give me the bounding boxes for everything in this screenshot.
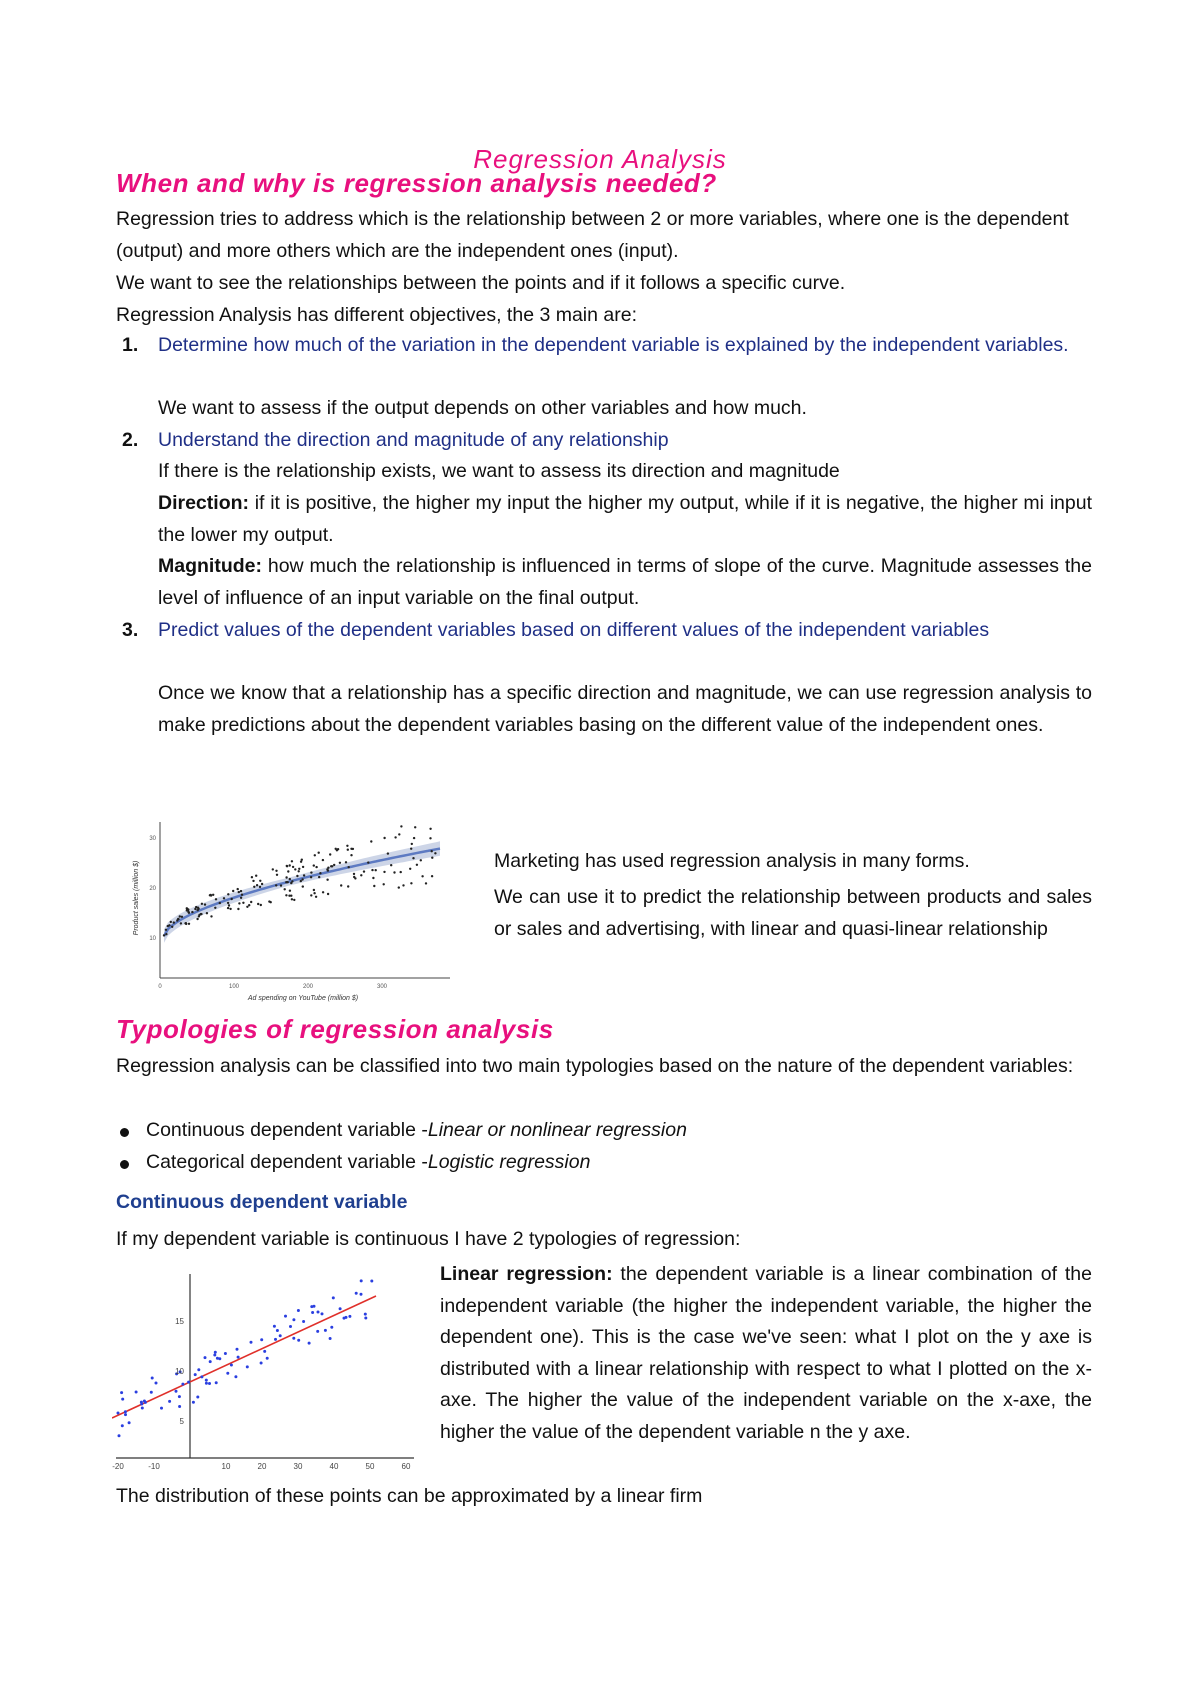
scatter-point: [209, 1360, 212, 1363]
scatter-point: [240, 890, 242, 892]
scatter-point: [308, 1342, 311, 1345]
scatter-point: [402, 884, 404, 886]
scatter-point: [227, 893, 229, 895]
scatter-point: [259, 880, 261, 882]
bullet-categorical-text: Categorical dependent variable -: [146, 1151, 428, 1173]
scatter-point: [248, 904, 250, 906]
bullet-dot: [120, 1128, 129, 1137]
scatter-point: [287, 870, 289, 872]
y-tick-label: 10: [175, 1367, 184, 1376]
scatter-point: [300, 861, 302, 863]
x-tick-label: 60: [401, 1462, 411, 1471]
scatter-point: [413, 837, 415, 839]
scatter-point: [313, 889, 315, 891]
scatter-point: [398, 886, 400, 888]
scatter-point: [332, 1296, 335, 1299]
scatter-point: [431, 857, 433, 859]
scatter-point: [327, 869, 329, 871]
scatter-point: [409, 868, 411, 870]
scatter-point: [276, 1329, 279, 1332]
scatter-point: [434, 852, 436, 854]
y-tick-label: 30: [149, 836, 156, 842]
scatter-point: [431, 875, 433, 877]
scatter-point: [160, 1407, 163, 1410]
scatter-point: [343, 1317, 346, 1320]
direction-text: if it is positive, the higher my input the higher my output, while if it is negative, the higher mi input the lower my output.: [158, 492, 1092, 546]
scatter-point: [275, 884, 277, 886]
scatter-point: [311, 1311, 314, 1314]
scatter-point: [191, 911, 193, 913]
scatter-point: [263, 1350, 266, 1353]
scatter-point: [177, 918, 179, 920]
scatter-point: [272, 868, 274, 870]
x-tick-label: 40: [329, 1462, 339, 1471]
scatter-point: [285, 876, 287, 878]
scatter-point: [170, 921, 172, 923]
marketing-paragraph-1: Marketing has used regression analysis in many forms.: [494, 850, 970, 872]
scatter-point: [350, 854, 352, 856]
scatter-point: [314, 854, 316, 856]
objective-2-body: If there is the relationship exists, we want to assess its direction and magnitude: [158, 460, 840, 482]
scatter-point: [165, 929, 167, 931]
scatter-point: [253, 886, 255, 888]
objective-1-title: Determine how much of the variation in the dependent variable is explained by the independent variables.: [158, 334, 1069, 356]
scatter-point: [240, 897, 242, 899]
scatter-point: [175, 1390, 178, 1393]
scatter-point: [227, 907, 229, 909]
scatter-point: [250, 1341, 253, 1344]
scatter-point: [329, 1337, 332, 1340]
scatter-point: [355, 1292, 358, 1295]
scatter-point: [181, 916, 183, 918]
scatter-point: [318, 852, 320, 854]
linear-regression-paragraph: [440, 1259, 1092, 1448]
scatter-point: [289, 890, 291, 892]
scatter-point: [400, 871, 402, 873]
scatter-point: [317, 1311, 320, 1314]
scatter-point: [329, 853, 331, 855]
scatter-point: [274, 1338, 277, 1341]
scatter-point: [429, 837, 431, 839]
section-heading-why: When and why is regression analysis needed?: [116, 168, 717, 198]
scatter-point: [163, 934, 165, 936]
scatter-linear-figure: [112, 1268, 418, 1472]
linear-regression-text: the dependent variable is a linear combination of the independent variable (the higher the independent variable, the higher the dependent one). This is the case we've seen: what I plot on the y axe is distributed with a linear relationship with respect to what I plotted on the x-axe. The higher the value of the independent variable on the x-axe, the higher the value of the dependent variable n the y axe.: [440, 1263, 1092, 1443]
scatter-point: [228, 904, 230, 906]
scatter-point: [348, 866, 350, 868]
scatter-point: [339, 862, 341, 864]
scatter-point: [339, 1307, 342, 1310]
objectives-paragraph: Regression Analysis has different objectives, the 3 main are:: [116, 304, 638, 326]
scatter-curve-svg: [118, 808, 454, 1004]
scatter-point: [268, 900, 270, 902]
scatter-point: [238, 902, 240, 904]
scatter-point: [291, 898, 293, 900]
scatter-point: [167, 925, 169, 927]
scatter-point: [414, 826, 416, 828]
scatter-point: [219, 902, 221, 904]
scatter-point: [151, 1377, 154, 1380]
scatter-point: [324, 1329, 327, 1332]
scatter-point: [215, 1381, 218, 1384]
scatter-point: [302, 885, 304, 887]
bullet-continuous: [146, 1115, 1092, 1147]
scatter-point: [194, 1373, 197, 1376]
scatter-point: [353, 876, 355, 878]
scatter-point: [292, 1337, 295, 1340]
scatter-point: [352, 848, 354, 850]
magnitude-paragraph: [158, 551, 1092, 614]
scatter-point: [284, 1315, 287, 1318]
scatter-point: [326, 879, 328, 881]
scatter-point: [178, 1405, 181, 1408]
y-tick-label: 20: [149, 886, 156, 892]
scatter-point: [226, 1372, 229, 1375]
scatter-point: [345, 861, 347, 863]
scatter-point: [210, 915, 212, 917]
scatter-point: [118, 1434, 121, 1437]
scatter-point: [260, 904, 262, 906]
scatter-point: [261, 883, 263, 885]
scatter-point: [313, 892, 315, 894]
scatter-point: [293, 899, 295, 901]
scatter-point: [292, 866, 294, 868]
bullet-categorical: [146, 1147, 1092, 1179]
scatter-point: [180, 922, 182, 924]
scatter-point: [383, 883, 385, 885]
scatter-point: [178, 1395, 181, 1398]
scatter-point: [230, 1364, 233, 1367]
scatter-point: [315, 896, 317, 898]
scatter-point: [316, 1330, 319, 1333]
scatter-point: [383, 871, 385, 873]
scatter-point: [276, 874, 278, 876]
scatter-point: [318, 876, 320, 878]
marketing-paragraph-2: We can use it to predict the relationship between products and sales or sales and advertising, with linear and quasi-linear relationship: [494, 886, 1092, 940]
scatter-point: [315, 866, 317, 868]
scatter-point: [383, 837, 385, 839]
scatter-point: [165, 933, 167, 935]
scatter-point: [410, 882, 412, 884]
section-heading-typologies: Typologies of regression analysis: [116, 1014, 554, 1044]
scatter-point: [237, 888, 239, 890]
scatter-point: [273, 1325, 276, 1328]
scatter-point: [246, 906, 248, 908]
scatter-point: [224, 1352, 227, 1355]
scatter-point: [291, 880, 293, 882]
continuous-subheading: Continuous dependent variable: [116, 1191, 408, 1213]
x-tick-label: 300: [376, 984, 388, 990]
scatter-point: [327, 893, 329, 895]
scatter-point: [292, 1318, 295, 1321]
scatter-point: [238, 891, 240, 893]
scatter-point: [260, 1362, 263, 1365]
scatter-point: [204, 903, 206, 905]
x-tick-label: 200: [302, 984, 314, 990]
scatter-point: [140, 1403, 143, 1406]
objective-2-title: Understand the direction and magnitude of any relationship: [158, 429, 669, 451]
scatter-point: [196, 1396, 199, 1399]
scatter-point: [192, 1401, 195, 1404]
scatter-point: [141, 1407, 144, 1410]
scatter-point: [411, 843, 413, 845]
objective-3-title: Predict values of the dependent variables based on different values of the independent variables: [158, 619, 990, 641]
scatter-point: [364, 1313, 367, 1316]
scatter-point: [275, 870, 277, 872]
scatter-point: [197, 1368, 200, 1371]
scatter-point: [229, 908, 231, 910]
scatter-point: [227, 902, 229, 904]
scatter-point: [200, 913, 202, 915]
scatter-point: [121, 1398, 124, 1401]
bullet-categorical-italic: Logistic regression: [427, 1151, 591, 1173]
scatter-point: [213, 1354, 216, 1357]
bullet-continuous-italic: Linear or nonlinear regression: [427, 1119, 687, 1141]
scatter-point: [124, 1413, 127, 1416]
scatter-point: [400, 825, 402, 827]
scatter-point: [347, 885, 349, 887]
scatter-point: [232, 890, 234, 892]
x-tick-label: 10: [221, 1462, 231, 1471]
scatter-point: [347, 849, 349, 851]
scatter-point: [291, 860, 293, 862]
scatter-point: [242, 902, 244, 904]
scatter-point: [387, 852, 389, 854]
scatter-point: [360, 1293, 363, 1296]
scatter-point: [289, 878, 291, 880]
scatter-point: [155, 1382, 158, 1385]
scatter-linear-svg: [112, 1268, 418, 1472]
typologies-paragraph: Regression analysis can be classified into two main typologies based on the nature of the dependent variables:: [116, 1055, 1074, 1077]
scatter-point: [197, 907, 199, 909]
scatter-point: [259, 886, 261, 888]
scatter-point: [298, 868, 300, 870]
list-number-1: 1.: [122, 334, 139, 356]
x-tick-label: 20: [257, 1462, 267, 1471]
linear-firm-paragraph: The distribution of these points can be approximated by a linear firm: [116, 1485, 703, 1507]
scatter-point: [425, 882, 427, 884]
scatter-point: [363, 870, 365, 872]
scatter-point: [286, 865, 288, 867]
scatter-point: [124, 1410, 127, 1413]
scatter-point: [289, 864, 291, 866]
scatter-point: [394, 836, 396, 838]
scatter-point: [340, 884, 342, 886]
scatter-point: [206, 912, 208, 914]
scatter-point: [360, 1279, 363, 1282]
scatter-curve-figure: [118, 808, 454, 1004]
scatter-point: [236, 1348, 239, 1351]
scatter-point: [231, 898, 233, 900]
scatter-point: [181, 1383, 184, 1386]
scatter-point: [297, 1339, 300, 1342]
scatter-point: [431, 850, 433, 852]
scatter-point: [420, 859, 422, 861]
scatter-point: [313, 1305, 316, 1308]
scatter-point: [390, 864, 392, 866]
direction-label: Direction:: [158, 492, 250, 514]
scatter-point: [121, 1424, 124, 1427]
scatter-point: [150, 1391, 153, 1394]
scatter-point: [256, 884, 258, 886]
scatter-point: [289, 1325, 292, 1328]
scatter-point: [421, 875, 423, 877]
scatter-point: [234, 1375, 237, 1378]
scatter-point: [370, 840, 372, 842]
scatter-point: [216, 1357, 219, 1360]
magnitude-text: how much the relationship is influenced in terms of slope of the curve. Magnitude assesses the level of influence of an input variable on the final output.: [158, 555, 1092, 609]
scatter-point: [212, 894, 214, 896]
x-tick-label: 50: [365, 1462, 375, 1471]
scatter-point: [205, 1379, 208, 1382]
scatter-point: [188, 912, 190, 914]
scatter-point: [280, 884, 282, 886]
scatter-point: [184, 922, 186, 924]
scatter-point: [214, 907, 216, 909]
scatter-point: [360, 874, 362, 876]
linear-regression-label: Linear regression:: [440, 1263, 613, 1285]
scatter-point: [348, 1315, 351, 1318]
scatter-point: [302, 1320, 305, 1323]
scatter-point: [251, 876, 253, 878]
scatter-point: [321, 1312, 324, 1315]
bullet-continuous-text: Continuous dependent variable -: [146, 1119, 428, 1141]
scatter-point: [322, 859, 324, 861]
scatter-point: [241, 894, 243, 896]
scatter-point: [429, 828, 431, 830]
scatter-point: [298, 870, 300, 872]
x-tick-label: 0: [158, 984, 162, 990]
scatter-point: [346, 845, 348, 847]
scatter-point: [393, 871, 395, 873]
scatter-point: [375, 869, 377, 871]
scatter-point: [370, 1280, 373, 1283]
scatter-point: [372, 877, 374, 879]
scatter-point: [260, 1338, 263, 1341]
scatter-point: [143, 1400, 146, 1403]
scatter-point: [319, 872, 321, 874]
scatter-point: [214, 1351, 217, 1354]
x-tick-label: 100: [228, 984, 240, 990]
curve-paragraph: We want to see the relationships between the points and if it follows a specific curve.: [116, 272, 846, 294]
scatter-point: [120, 1391, 123, 1394]
scatter-point: [303, 874, 305, 876]
y-tick-label: 10: [149, 936, 156, 942]
scatter-point: [205, 1382, 208, 1385]
scatter-point: [279, 1334, 282, 1337]
scatter-point: [171, 926, 173, 928]
scatter-point: [200, 1375, 203, 1378]
scatter-point: [335, 848, 337, 850]
scatter-point: [398, 833, 400, 835]
scatter-point: [168, 1400, 171, 1403]
scatter-point: [367, 861, 369, 863]
scatter-point: [257, 903, 259, 905]
scatter-point: [330, 865, 332, 867]
scatter-point: [300, 880, 302, 882]
scatter-point: [117, 1412, 120, 1415]
scatter-point: [215, 898, 217, 900]
scatter-point: [128, 1421, 131, 1424]
scatter-point: [209, 894, 211, 896]
scatter-point: [412, 857, 414, 859]
scatter-point: [310, 871, 312, 873]
scatter-point: [285, 881, 287, 883]
document-title: Regression Analysis: [473, 144, 727, 174]
scatter-point: [135, 1391, 138, 1394]
scatter-point: [252, 880, 254, 882]
x-tick-label: -20: [112, 1462, 124, 1471]
scatter-point: [288, 895, 290, 897]
scatter-point: [333, 864, 335, 866]
scatter-point: [297, 1309, 300, 1312]
scatter-point: [373, 885, 375, 887]
y-tick-label: 15: [175, 1317, 184, 1326]
scatter-point: [194, 908, 196, 910]
scatter-point: [188, 923, 190, 925]
list-number-2: 2.: [122, 429, 139, 451]
scatter-point: [284, 888, 286, 890]
objective-3-body: Once we know that a relationship has a specific direction and magnitude, we can use regression analysis to make predictions about the dependent variables basing on the different value of the independent ones.: [158, 682, 1092, 736]
direction-paragraph: [158, 488, 1092, 551]
scatter-point: [266, 1357, 269, 1360]
list-number-3: 3.: [122, 619, 139, 641]
scatter-point: [310, 876, 312, 878]
x-axis-label: Ad spending on YouTube (million $): [247, 995, 359, 1002]
scatter-point: [186, 909, 188, 911]
scatter-point: [196, 918, 198, 920]
scatter-point: [201, 903, 203, 905]
scatter-point: [223, 897, 225, 899]
scatter-point: [310, 894, 312, 896]
scatter-point: [246, 1365, 249, 1368]
scatter-point: [416, 864, 418, 866]
figure-1-background: [118, 808, 454, 1004]
scatter-point: [179, 915, 181, 917]
scatter-point: [322, 891, 324, 893]
scatter-point: [187, 1381, 190, 1384]
scatter-point: [364, 1317, 367, 1320]
scatter-point: [237, 1356, 240, 1359]
x-tick-label: -10: [148, 1462, 160, 1471]
continuous-paragraph: If my dependent variable is continuous I have 2 typologies of regression:: [116, 1228, 741, 1250]
scatter-point: [371, 869, 373, 871]
scatter-point: [302, 866, 304, 868]
scatter-point: [330, 1326, 333, 1329]
scatter-point: [301, 878, 303, 880]
scatter-point: [313, 864, 315, 866]
scatter-point: [204, 1356, 207, 1359]
x-tick-label: 30: [293, 1462, 303, 1471]
scatter-point: [208, 1382, 211, 1385]
scatter-point: [285, 894, 287, 896]
magnitude-label: Magnitude:: [158, 555, 262, 577]
scatter-point: [255, 875, 257, 877]
bullet-dot: [120, 1160, 129, 1169]
y-tick-label: 5: [179, 1417, 184, 1426]
scatter-point: [353, 873, 355, 875]
objective-1-body: We want to assess if the output depends on other variables and how much.: [158, 397, 807, 419]
scatter-point: [296, 875, 298, 877]
intro-paragraph: Regression tries to address which is the relationship between 2 or more variables, where one is the dependent (output) and more others which are the independent ones (input).: [116, 208, 1069, 262]
scatter-point: [294, 868, 296, 870]
scatter-point: [410, 848, 412, 850]
y-axis-label: Product sales (million $): [133, 860, 140, 936]
scatter-point: [173, 921, 175, 923]
scatter-point: [237, 908, 239, 910]
scatter-point: [250, 901, 252, 903]
